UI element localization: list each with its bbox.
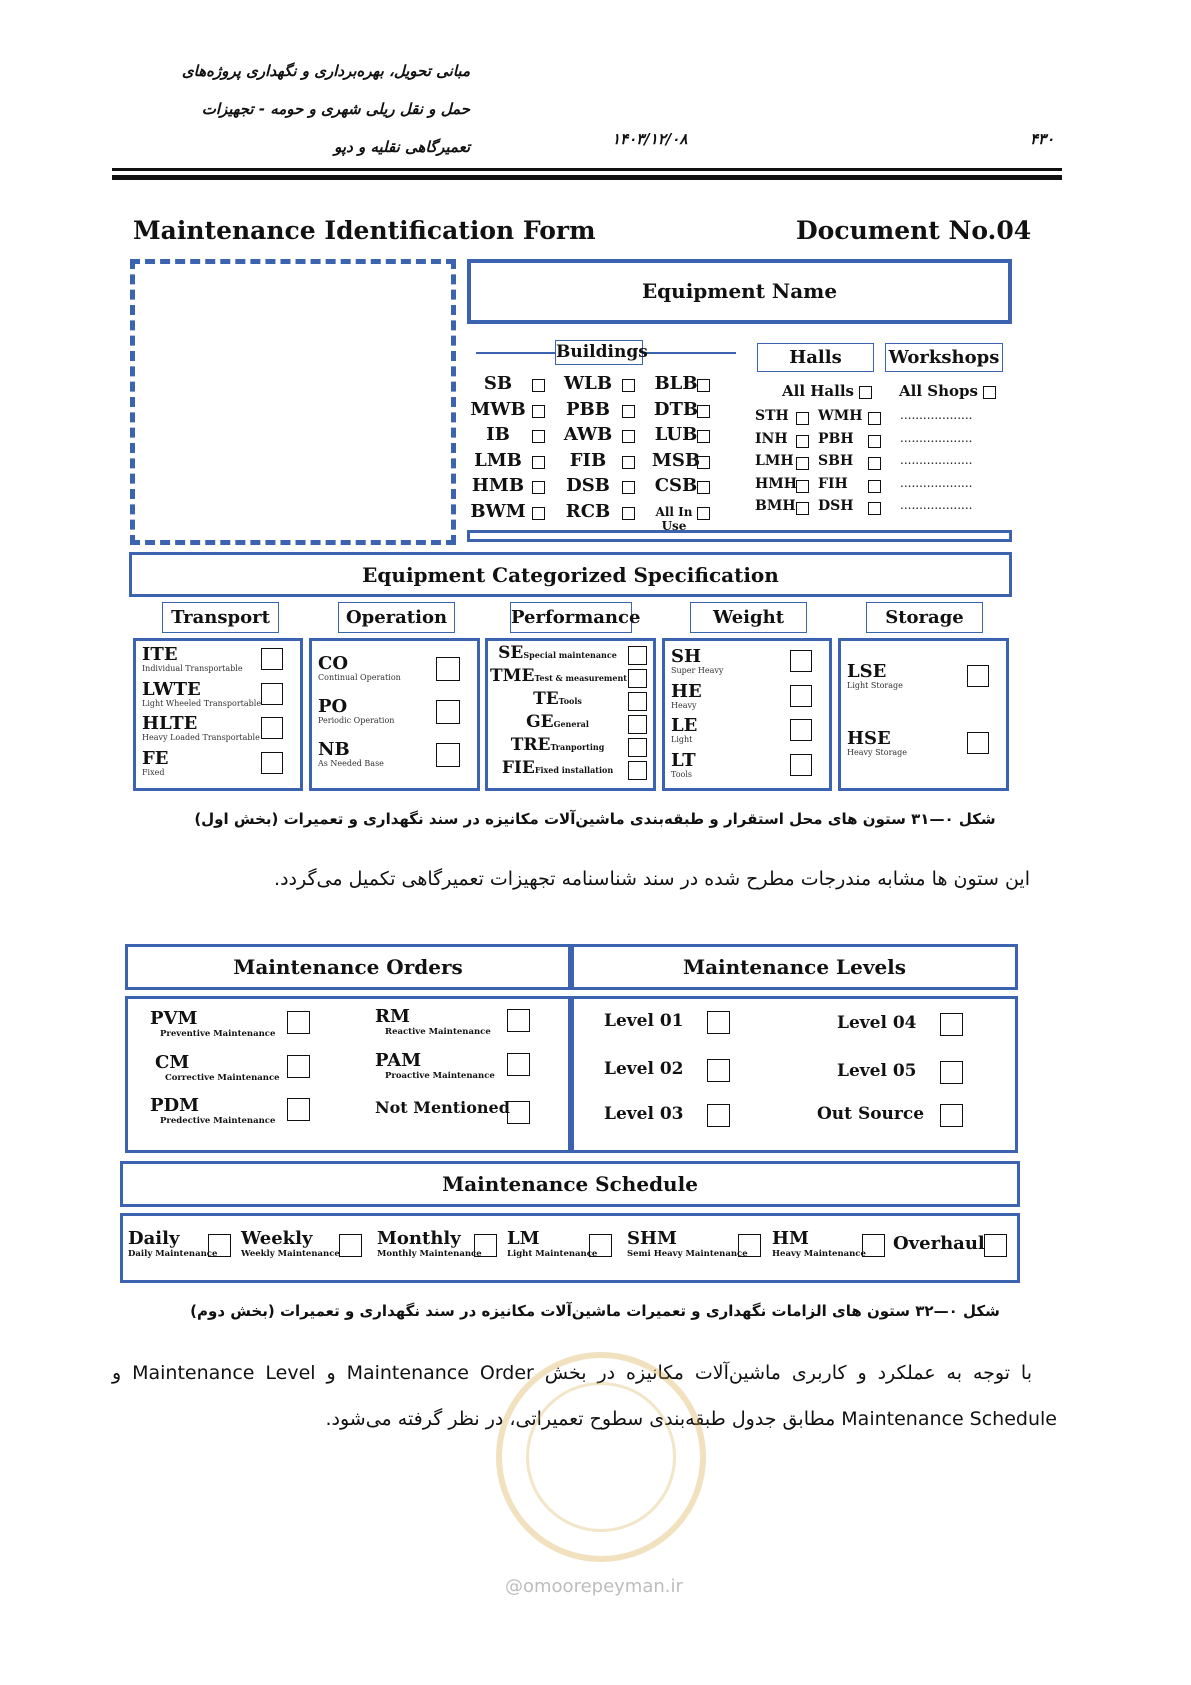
weight-desc: Light [671, 735, 693, 744]
schedule-checkbox[interactable] [862, 1234, 885, 1257]
order-checkbox[interactable] [507, 1053, 530, 1076]
building-checkbox[interactable] [532, 430, 545, 443]
order-checkbox[interactable] [507, 1101, 530, 1124]
performance-checkbox[interactable] [628, 715, 647, 734]
operation-desc: Continual Operation [318, 673, 401, 682]
performance-tab: Performance [510, 602, 632, 633]
performance-item [490, 760, 625, 777]
schedule-desc: Daily Maintenance [128, 1249, 218, 1259]
operation-item [318, 655, 401, 682]
schedule-checkbox[interactable] [339, 1234, 362, 1257]
equipment-name-bottom-bar [467, 530, 1012, 542]
weight-code: LE [671, 715, 698, 736]
photo-placeholder [130, 259, 456, 545]
shop-entry-line[interactable]: ................... [900, 430, 973, 445]
schedule-desc: Semi Heavy Maintenance [627, 1249, 748, 1259]
hall-checkbox[interactable] [868, 435, 881, 448]
schedule-checkbox[interactable] [589, 1234, 612, 1257]
performance-desc: Special maintenance [523, 650, 617, 660]
level-label: Level 01 [604, 1011, 684, 1031]
building-code-label: BWM [470, 500, 526, 522]
schedule-item [377, 1230, 482, 1259]
hall-checkbox[interactable] [868, 480, 881, 493]
performance-checkbox[interactable] [628, 646, 647, 665]
performance-code: SE [498, 643, 524, 663]
building-checkbox[interactable] [622, 379, 635, 392]
schedule-checkbox[interactable] [208, 1234, 231, 1257]
form-title: Maintenance Identification Form [133, 216, 596, 245]
weight-item [671, 648, 723, 675]
performance-item [490, 668, 625, 685]
building-code-label: PBB [566, 398, 610, 420]
hall-code-label: HMH [755, 475, 797, 492]
building-code-label: IB [486, 424, 510, 445]
weight-item [671, 717, 697, 744]
order-item [375, 1100, 510, 1116]
schedule-code: SHM [627, 1228, 677, 1249]
order-item [155, 1054, 280, 1083]
building-code-label: SB [483, 373, 513, 394]
operation-code: NB [318, 739, 350, 760]
building-checkbox[interactable] [532, 456, 545, 469]
transport-item [142, 715, 260, 742]
order-code: PDM [150, 1095, 200, 1116]
paragraph-2-line2: Maintenance Schedule مطابق جدول طبقه‌بندی سطوح تعمیراتی، در نظر گرفته می‌شود. [325, 1408, 1057, 1430]
hall-checkbox[interactable] [796, 502, 809, 515]
hall-checkbox[interactable] [796, 435, 809, 448]
transport-checkbox[interactable] [261, 717, 283, 739]
hall-code-label: LMH [755, 453, 794, 469]
hall-checkbox[interactable] [796, 457, 809, 470]
performance-checkbox[interactable] [628, 692, 647, 711]
buildings-tab: Buildings [555, 340, 643, 365]
transport-code: LWTE [142, 678, 201, 700]
storage-item [847, 663, 903, 690]
weight-code: SH [671, 646, 702, 667]
performance-item [490, 691, 625, 708]
order-code: PVM [150, 1008, 198, 1029]
transport-desc: Heavy Loaded Transportable [142, 733, 260, 742]
transport-item [142, 678, 262, 708]
building-checkbox[interactable] [697, 456, 710, 469]
storage-code: LSE [847, 661, 887, 682]
caption-figure-32: شکل ۰—۳۲ ستون های الزامات نگهداری و تعمیرات ماشین‌آلات مکانیزه در سند نگهداری و تعمیرات (بخش دوم) [190, 1302, 1000, 1320]
performance-desc: Tools [558, 696, 582, 706]
level-checkbox[interactable] [940, 1104, 963, 1127]
storage-desc: Heavy Storage [847, 748, 908, 757]
orders-title-box [125, 944, 571, 990]
hall-checkbox[interactable] [868, 502, 881, 515]
order-desc: Corrective Maintenance [165, 1073, 280, 1083]
header-title-line2: حمل و نقل ریلی شهری و حومه - تجهیزات [201, 100, 470, 118]
performance-code: TME [490, 666, 535, 686]
storage-checkbox[interactable] [967, 732, 989, 754]
operation-code: CO [318, 653, 349, 674]
performance-checkbox[interactable] [628, 738, 647, 757]
building-code-label: BLB [654, 373, 698, 394]
building-code-label: CSB [654, 475, 698, 496]
transport-checkbox[interactable] [261, 648, 283, 670]
operation-code: PO [318, 696, 348, 717]
building-code-label: DTB [653, 398, 699, 420]
building-checkbox[interactable] [622, 405, 635, 418]
order-desc: Proactive Maintenance [385, 1071, 495, 1081]
schedule-title: Maintenance Schedule [442, 1172, 698, 1196]
shop-entry-line[interactable]: ................... [900, 498, 973, 512]
building-checkbox[interactable] [532, 507, 545, 520]
hall-checkbox[interactable] [796, 412, 809, 425]
performance-desc: General [553, 719, 589, 729]
performance-code: GE [526, 712, 554, 732]
schedule-code: Monthly [377, 1228, 461, 1249]
weight-checkbox[interactable] [790, 650, 812, 672]
header-rule-2 [112, 175, 1062, 180]
header-rule [112, 168, 1062, 171]
order-desc: Preventive Maintenance [160, 1029, 276, 1039]
building-code-label: LUB [654, 424, 698, 445]
building-code-label: MSB [651, 449, 701, 471]
building-checkbox[interactable] [622, 430, 635, 443]
weight-item [671, 749, 696, 779]
hall-checkbox[interactable] [868, 412, 881, 425]
schedule-desc: Monthly Maintenance [377, 1249, 482, 1259]
workshops-tab: Workshops [885, 343, 1003, 372]
weight-code: LT [671, 749, 696, 771]
building-code-label: RCB [565, 500, 611, 522]
transport-code: FE [142, 747, 169, 769]
order-checkbox[interactable] [287, 1055, 310, 1078]
schedule-item [893, 1235, 985, 1253]
transport-code: ITE [142, 644, 178, 665]
page-number: ۴۳۰ [1030, 130, 1055, 148]
schedule-checkbox[interactable] [738, 1234, 761, 1257]
operation-item [318, 741, 384, 768]
building-checkbox[interactable] [697, 481, 710, 494]
schedule-desc: Heavy Maintenance [772, 1249, 866, 1259]
storage-checkbox[interactable] [967, 665, 989, 687]
performance-checkbox[interactable] [628, 669, 647, 688]
category-title-box [129, 552, 1012, 597]
performance-checkbox[interactable] [628, 761, 647, 780]
order-item [375, 1052, 495, 1081]
operation-desc: Periodic Operation [318, 716, 395, 725]
order-item [375, 1008, 491, 1037]
building-code-label: LMB [474, 449, 522, 471]
levels-title-box [571, 944, 1018, 990]
header-title-line3: تعمیرگاهی نقلیه و دپو [334, 138, 470, 156]
schedule-item [627, 1230, 748, 1259]
building-code-label: All In Use [655, 504, 693, 533]
building-checkbox[interactable] [622, 507, 635, 520]
weight-desc: Super Heavy [671, 666, 724, 675]
building-checkbox[interactable] [697, 507, 710, 520]
order-desc: Reactive Maintenance [385, 1027, 491, 1037]
header-date: ۱۴۰۳/۱۲/۰۸ [612, 130, 688, 148]
operation-desc: As Needed Base [318, 759, 384, 768]
schedule-item [128, 1230, 217, 1259]
order-code: Not Mentioned [375, 1098, 510, 1117]
performance-item [490, 714, 625, 731]
building-checkbox[interactable] [622, 456, 635, 469]
caption-figure-31: شکل ۰—۳۱ ستون های محل استقرار و طبقه‌بندی ماشین‌آلات مکانیزه در سند نگهداری و تعمیرات (بخش اول) [194, 810, 996, 828]
weight-checkbox[interactable] [790, 719, 812, 741]
shop-entry-line[interactable]: ................... [900, 453, 973, 467]
weight-item [671, 680, 702, 710]
transport-desc: Fixed [142, 767, 165, 777]
schedule-code: Daily [128, 1228, 180, 1249]
levels-title: Maintenance Levels [682, 955, 907, 979]
order-code: RM [375, 1006, 410, 1027]
performance-desc: Test & measurement [534, 673, 627, 683]
transport-checkbox[interactable] [261, 752, 283, 774]
weight-code: HE [671, 680, 702, 702]
hall-code-label: INH [755, 430, 788, 447]
level-label: Out Source [817, 1104, 925, 1124]
storage-tab: Storage [866, 602, 983, 633]
all-halls-label: All Halls [782, 382, 854, 400]
category-title: Equipment Categorized Specification [362, 563, 779, 587]
level-checkbox[interactable] [707, 1011, 730, 1034]
transport-checkbox[interactable] [261, 683, 283, 705]
transport-item [142, 747, 169, 777]
building-code-label: MWB [470, 398, 526, 420]
building-checkbox[interactable] [532, 481, 545, 494]
building-checkbox[interactable] [697, 379, 710, 392]
order-checkbox[interactable] [507, 1009, 530, 1032]
operation-tab: Operation [338, 602, 455, 633]
operation-checkbox[interactable] [436, 700, 460, 724]
schedule-code: Overhaul [893, 1233, 985, 1254]
all-shops-checkbox[interactable] [983, 386, 996, 399]
order-code: CM [155, 1052, 190, 1073]
building-code-label: AWB [563, 424, 613, 445]
schedule-code: HM [772, 1228, 809, 1249]
performance-desc: Fixed installation [534, 765, 614, 775]
storage-item [847, 730, 907, 757]
hall-code-label: FIH [818, 475, 848, 492]
performance-code: TRE [510, 735, 551, 755]
transport-tab: Transport [162, 602, 279, 633]
transport-desc: Individual Transportable [142, 664, 243, 673]
performance-item [490, 737, 625, 754]
all-halls-checkbox[interactable] [859, 386, 872, 399]
schedule-desc: Light Maintenance [507, 1249, 598, 1259]
building-checkbox[interactable] [697, 430, 710, 443]
transport-code: HLTE [142, 713, 198, 734]
storage-code: HSE [847, 728, 891, 749]
order-code: PAM [375, 1050, 422, 1071]
equipment-name-label: Equipment Name [641, 279, 838, 303]
watermark-seal-inner [526, 1382, 676, 1532]
performance-code: TE [533, 689, 559, 709]
halls-tab: Halls [757, 343, 874, 372]
hall-code-label: WMH [818, 408, 863, 424]
hall-checkbox[interactable] [796, 480, 809, 493]
level-checkbox[interactable] [707, 1059, 730, 1082]
schedule-item [772, 1230, 866, 1259]
paragraph-1: این ستون ها مشابه مندرجات مطرح شده در سند شناسنامه تجهیزات تعمیرگاهی تکمیل می‌گردد. [274, 868, 1030, 890]
level-label: Level 04 [837, 1013, 917, 1033]
building-code-label: WLB [563, 373, 613, 394]
level-checkbox[interactable] [940, 1061, 963, 1084]
weight-checkbox[interactable] [790, 754, 812, 776]
hall-code-label: PBH [818, 430, 854, 447]
orders-title: Maintenance Orders [233, 955, 463, 979]
document-number: Document No.04 [796, 216, 1032, 245]
shop-entry-line[interactable]: ................... [900, 408, 973, 422]
hall-code-label: STH [755, 408, 789, 424]
paragraph-2-line1: با توجه به عملکرد و کاربری ماشین‌آلات مکانیزه در بخش Maintenance Order و Maintenance Level و [112, 1362, 1032, 1384]
weight-checkbox[interactable] [790, 685, 812, 707]
performance-code: FIE [501, 758, 535, 778]
level-label: Level 03 [604, 1104, 684, 1124]
performance-item [490, 645, 625, 662]
level-checkbox[interactable] [940, 1013, 963, 1036]
level-checkbox[interactable] [707, 1104, 730, 1127]
schedule-checkbox[interactable] [474, 1234, 497, 1257]
order-checkbox[interactable] [287, 1011, 310, 1034]
order-item [150, 1010, 275, 1039]
schedule-checkbox[interactable] [984, 1234, 1007, 1257]
hall-code-label: DSH [818, 498, 854, 514]
storage-desc: Light Storage [847, 681, 903, 690]
hall-code-label: BMH [755, 498, 796, 514]
schedule-item [241, 1230, 340, 1259]
order-item [150, 1097, 275, 1126]
all-shops-label: All Shops [899, 382, 978, 400]
header-title-line1: مبانی تحویل، بهره‌برداری و نگهداری پروژه‌های [181, 62, 470, 80]
shop-entry-line[interactable]: ................... [900, 475, 973, 490]
equipment-name-box [467, 259, 1012, 324]
performance-desc: Tranporting [550, 742, 605, 752]
building-code-label: DSB [566, 475, 610, 496]
hall-checkbox[interactable] [868, 457, 881, 470]
schedule-code: LM [507, 1228, 540, 1249]
building-checkbox[interactable] [697, 405, 710, 418]
weight-desc: Heavy [671, 700, 697, 710]
schedule-title-box [120, 1161, 1020, 1207]
level-label: Level 05 [837, 1061, 917, 1081]
transport-item [142, 646, 243, 673]
weight-tab: Weight [690, 602, 807, 633]
schedule-code: Weekly [241, 1228, 313, 1249]
operation-checkbox[interactable] [436, 743, 460, 767]
transport-desc: Light Wheeled Transportable [142, 698, 262, 708]
schedule-item [507, 1230, 597, 1259]
building-checkbox[interactable] [532, 379, 545, 392]
order-desc: Predective Maintenance [160, 1116, 276, 1126]
building-checkbox[interactable] [622, 481, 635, 494]
operation-checkbox[interactable] [436, 657, 460, 681]
hall-code-label: SBH [818, 453, 854, 469]
building-code-label: FIB [569, 449, 607, 471]
level-label: Level 02 [604, 1059, 684, 1079]
weight-desc: Tools [671, 769, 693, 779]
building-code-label: HMB [471, 475, 525, 496]
watermark-text: @omoorepeyman.ir [505, 1576, 683, 1597]
all-halls[interactable] [782, 382, 872, 400]
operation-item [318, 698, 394, 725]
building-checkbox[interactable] [532, 405, 545, 418]
schedule-desc: Weekly Maintenance [241, 1249, 340, 1259]
order-checkbox[interactable] [287, 1098, 310, 1121]
all-shops[interactable] [899, 382, 996, 400]
